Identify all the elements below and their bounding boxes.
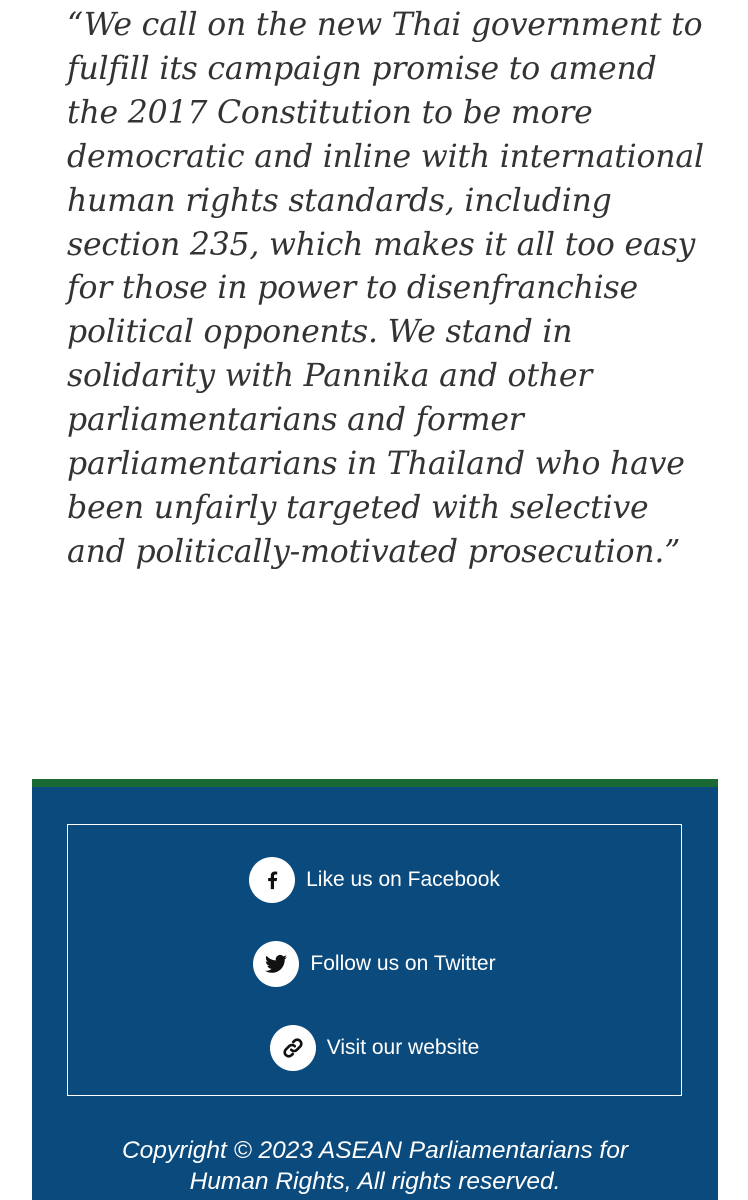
facebook-icon[interactable] [249, 857, 295, 903]
facebook-link[interactable] [68, 856, 681, 904]
twitter-link[interactable] [68, 940, 681, 988]
twitter-link-label[interactable]: Follow us on Twitter [310, 952, 496, 975]
twitter-icon[interactable] [253, 941, 299, 987]
website-link-label[interactable]: Visit our website [326, 1036, 480, 1059]
social-links-box [67, 824, 682, 1096]
copyright-text [52, 1135, 698, 1197]
article-quote: “We call on the new Thai government to fulfill its campaign promise to amend the 2017 Constitution to be more democratic and inline with international human rights standards, including section 235, which makes it all too easy for those in power to disenfranchise political opponents. We stand in solidarity with Pannika and other parliamentarians and former parliamentarians in Thailand who have been unfairly targeted with selective and politically-motivated prosecution.” [67, 7, 704, 570]
website-link[interactable] [68, 1024, 681, 1072]
copyright-line-1: Copyright © 2023 ASEAN Parliamentarians for [121, 1137, 629, 1164]
link-icon[interactable] [270, 1025, 316, 1071]
facebook-link-label[interactable]: Like us on Facebook [306, 868, 500, 891]
footer [32, 779, 718, 1200]
copyright-line-2: Human Rights, All rights reserved. [189, 1168, 561, 1195]
